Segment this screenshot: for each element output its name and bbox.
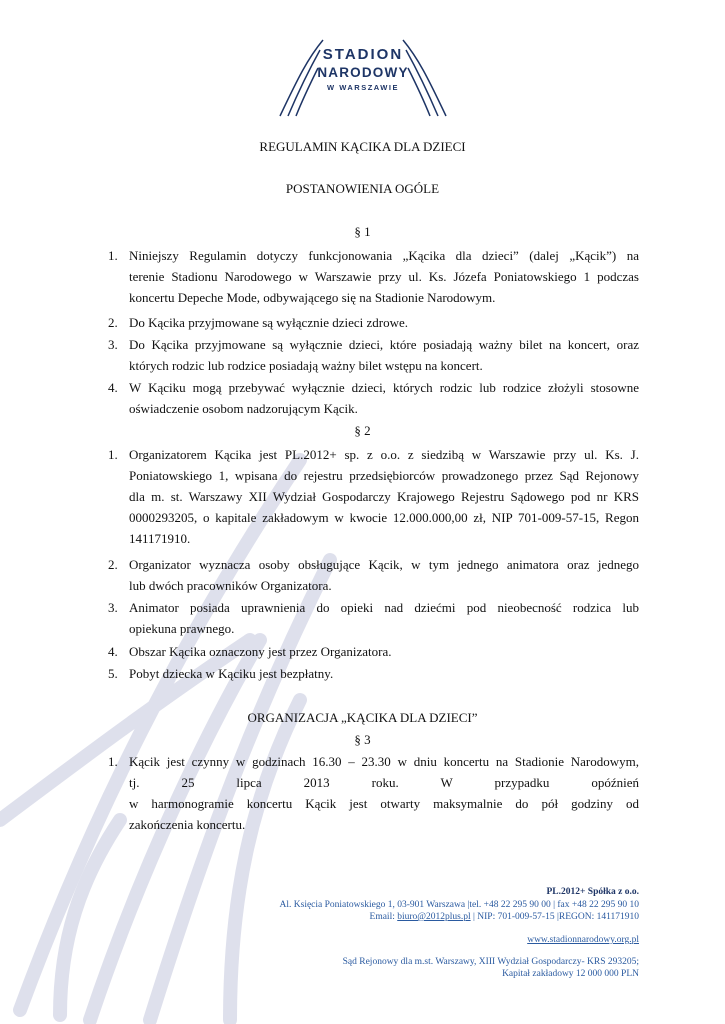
text-line: Animator posiada uprawnienia do opieki nad dziećmi pod nieobecność rodzica lub [129, 600, 639, 615]
s1-item3-number: 3. [108, 337, 118, 352]
s2-item2-number: 2. [108, 557, 118, 572]
s2-item2-text [129, 554, 639, 596]
s2-item1-number: 1. [108, 447, 118, 462]
section3-heading: ORGANIZACJA „KĄCIKA DLA DZIECI” [247, 710, 478, 725]
s2-item1-text [129, 444, 639, 549]
s1-item4-text [129, 377, 639, 419]
text-line: Obszar Kącika oznaczony jest przez Organizatora. [129, 644, 392, 659]
s2-item4-number: 4. [108, 644, 118, 659]
s2-item5-number: 5. [108, 666, 118, 681]
s1-item3-text [129, 334, 639, 376]
footer-email-label: Email: [369, 912, 398, 922]
text-line: Organizator wyznacza osoby obsługujące Kącik, w tym jednego animatora oraz jednego [129, 557, 639, 572]
text-line: lub dwóch pracowników Organizatora. [129, 578, 332, 593]
text-line: 141171910. [129, 531, 191, 546]
footer-contact [370, 911, 639, 923]
s1-item1-number: 1. [108, 248, 118, 263]
footer-nip-regon: | NIP: 701-009-57-15 |REGON: 141171910 [470, 912, 639, 922]
logo-line-1: STADION [322, 46, 404, 63]
section1-paragraph-mark: § 1 [354, 224, 371, 239]
footer-capital: Kapitał zakładowy 12 000 000 PLN [502, 969, 639, 979]
footer-address: Al. Księcia Poniatowskiego 1, 03-901 Warszawa |tel. +48 22 295 90 00 | fax +48 22 295 90 10 [279, 900, 639, 910]
text-line: Do Kącika przyjmowane są wyłącznie dzieci zdrowe. [129, 315, 409, 330]
text-line: koncertu Depeche Mode, odbywającego się na Stadionie Narodowym. [129, 290, 496, 305]
text-line: których rodzic lub rodzice posiadają ważny bilet wstępu na koncert. [129, 358, 483, 373]
text-line: tj. 25 lipca 2013 roku. W przypadku opóźnień [129, 775, 639, 790]
footer-court: Sąd Rejonowy dla m.st. Warszawy, XIII Wydział Gospodarczy- KRS 293205; [342, 957, 639, 967]
text-line: dla m. st. Warszawy XII Wydział Gospodarczy Krajowego Rejestru Sądowego pod nr KRS [129, 489, 639, 504]
s2-item3-number: 3. [108, 600, 118, 615]
s2-item3-text [129, 597, 639, 639]
stadium-logo [278, 38, 448, 120]
logo-line-3: W WARSZAWIE [327, 83, 399, 92]
footer-company: PL.2012+ Spółka z o.o. [546, 887, 639, 897]
s1-item1-text [129, 245, 639, 308]
text-line: zakończenia koncertu. [129, 817, 246, 832]
text-line: Poniatowskiego 1, wpisana do rejestru przedsiębiorców prowadzonego przez Sąd Rejonowy [129, 468, 639, 483]
text-line: Organizatorem Kącika jest PL.2012+ sp. z o.o. z siedzibą w Warszawie przy ul. Ks. J. [129, 447, 639, 462]
text-line: w harmonogramie koncertu Kącik jest otwarty maksymalnie do pół godziny od [129, 796, 639, 811]
section3-paragraph-mark: § 3 [354, 732, 371, 747]
s1-item4-number: 4. [108, 380, 118, 395]
s2-item4-text [129, 641, 639, 662]
text-line: Kącik jest czynny w godzinach 16.30 – 23.30 w dniu koncertu na Stadionie Narodowym, [129, 754, 639, 769]
text-line: 0000293205, o kapitale zakładowym w kwocie 12.000.000,00 zł, NIP 701-009-57-15, Regon [129, 510, 639, 525]
s1-item2-number: 2. [108, 315, 118, 330]
text-line: W Kąciku mogą przebywać wyłącznie dzieci, których rodzic lub rodzice złożyli stosowne [129, 380, 639, 395]
text-line: terenie Stadionu Narodowego w Warszawie przy ul. Ks. Józefa Poniatowskiego 1 podczas [129, 269, 639, 284]
text-line: Pobyt dziecka w Kąciku jest bezpłatny. [129, 666, 334, 681]
s3-item1-number: 1. [108, 754, 118, 769]
section2-paragraph-mark: § 2 [354, 423, 371, 438]
text-line: oświadczenie osobom nadzorującym Kącik. [129, 401, 358, 416]
s1-item2-text [129, 312, 639, 333]
footer-email-link[interactable]: biuro@2012plus.pl [397, 912, 471, 922]
logo-line-2: NARODOWY [317, 65, 409, 80]
s3-item1-text [129, 751, 639, 835]
section1-heading: POSTANOWIENIA OGÓLE [285, 181, 440, 196]
document-title: REGULAMIN KĄCIKA DLA DZIECI [259, 139, 466, 154]
s2-item5-text [129, 663, 639, 684]
text-line: Do Kącika przyjmowane są wyłącznie dzieci, które posiadają ważny bilet na koncert, oraz [129, 337, 639, 352]
footer-website-link[interactable]: www.stadionnarodowy.org.pl [527, 935, 639, 945]
footer-website [527, 934, 639, 946]
text-line: opiekuna prawnego. [129, 621, 235, 636]
text-line: Niniejszy Regulamin dotyczy funkcjonowania „Kącika dla dzieci” (dalej „Kącik”) na [129, 248, 639, 263]
